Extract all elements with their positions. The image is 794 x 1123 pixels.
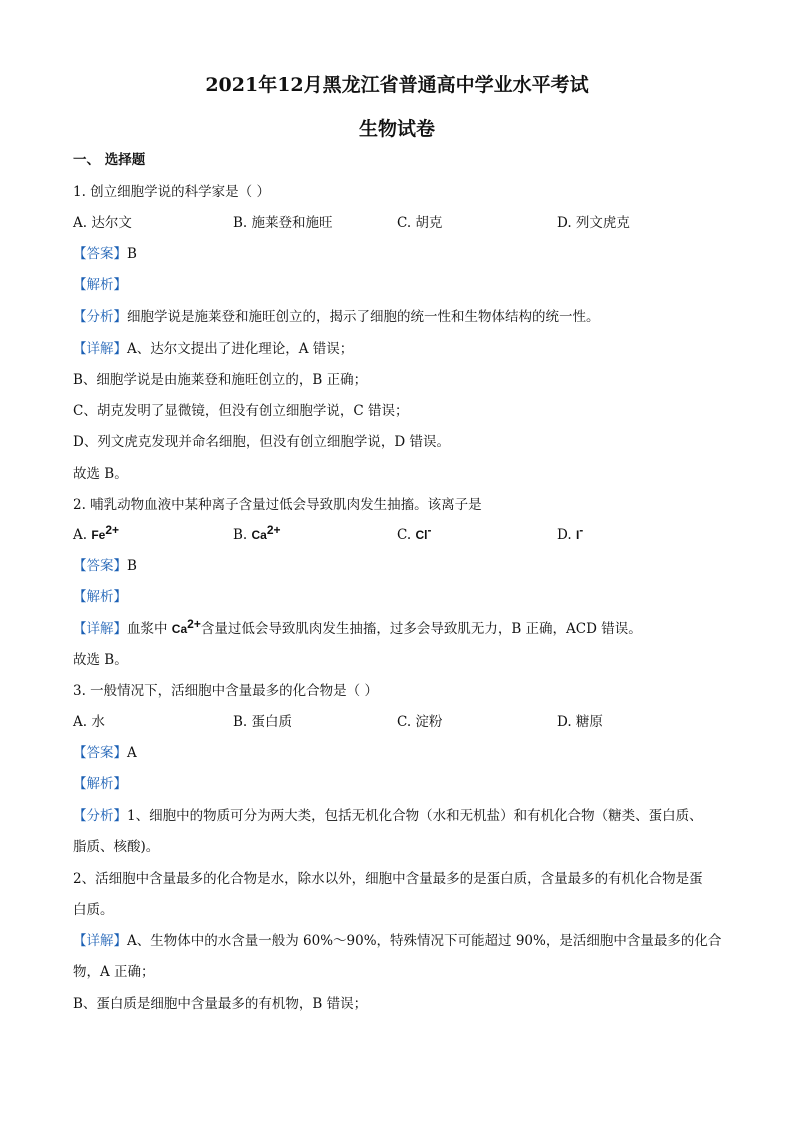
ion-symbol: Cl <box>415 528 428 542</box>
answer-value: A <box>127 745 137 761</box>
analysis-text: 1、细胞中的物质可分为两大类，包括无机化合物（水和无机盐）和有机化合物（糖类、蛋白质、 <box>127 808 703 824</box>
q3-option-a: A. 水 <box>73 714 105 730</box>
q1-answer <box>73 245 137 263</box>
option-prefix: A. <box>73 527 92 543</box>
detail-pre: 血浆中 <box>127 621 172 637</box>
ion-symbol: I <box>575 528 580 542</box>
q1-detail-line-1 <box>73 340 353 358</box>
ion-symbol: Ca <box>251 528 267 542</box>
answer-value: B <box>127 558 137 574</box>
ion-charge: - <box>427 523 432 537</box>
detail-tag: 【详解】 <box>73 341 127 357</box>
q3-analysis-line-2: 脂质、核酸)。 <box>73 839 160 855</box>
q1-conclusion: 故选 B。 <box>73 466 128 482</box>
detail-text: A、达尔文提出了进化理论，A 错误； <box>127 341 354 357</box>
ion-symbol: Fe <box>91 528 106 542</box>
q1-detail-line-4: D、列文虎克发现并命名细胞，但没有创立细胞学说，D 错误。 <box>73 434 450 450</box>
analysis-tag: 【分析】 <box>73 309 127 325</box>
q1-option-d: D. 列文虎克 <box>557 215 630 231</box>
page-subtitle: 生物试卷 <box>358 118 435 140</box>
q3-analysis-line-1 <box>73 807 703 825</box>
answer-tag: 【答案】 <box>73 558 127 574</box>
q3-analysis-line-3: 2、活细胞中含量最多的化合物是水，除水以外，细胞中含量最多的是蛋白质，含量最多的有机化合物是蛋 <box>73 871 703 887</box>
q1-option-a: A. 达尔文 <box>73 215 132 231</box>
q3-detail-line-1 <box>73 932 721 950</box>
q2-conclusion: 故选 B。 <box>73 652 128 668</box>
detail-post: 含量过低会导致肌肉发生抽搐，过多会导致肌无力，B 正确，ACD 错误。 <box>200 621 642 637</box>
q1-analysis <box>73 308 600 326</box>
q1-option-c: C. 胡克 <box>397 215 443 231</box>
detail-text: A、生物体中的水含量一般为 60%～90%，特殊情况下可能超过 90%，是活细胞中含量最多的化合 <box>127 933 722 949</box>
question-2-stem: 2. 哺乳动物血液中某种离子含量过低会导致肌肉发生抽搐。该离子是 <box>73 497 482 513</box>
option-prefix: C. <box>397 527 416 543</box>
q2-option-b <box>233 523 281 544</box>
q2-explain-tag: 【解析】 <box>73 589 127 605</box>
q3-detail-line-3: B、蛋白质是细胞中含量最多的有机物，B 错误； <box>73 996 368 1012</box>
q3-option-d: D. 糖原 <box>557 714 603 730</box>
q3-explain-tag: 【解析】 <box>73 776 127 792</box>
ion-charge: - <box>579 523 584 537</box>
ion-charge: 2+ <box>187 617 201 631</box>
q2-option-d <box>557 523 584 544</box>
q2-option-a <box>73 523 120 544</box>
q1-detail-line-2: B、细胞学说是由施莱登和施旺创立的，B 正确； <box>73 372 368 388</box>
question-1-stem: 1. 创立细胞学说的科学家是（ ） <box>73 184 270 200</box>
page-title: 2021年12月黑龙江省普通高中学业水平考试 <box>205 74 589 96</box>
ion-symbol: Ca <box>171 622 188 636</box>
option-prefix: D. <box>557 527 576 543</box>
analysis-tag: 【分析】 <box>73 808 127 824</box>
q1-detail-line-3: C、胡克发明了显微镜，但没有创立细胞学说，C 错误； <box>73 403 409 419</box>
detail-tag: 【详解】 <box>73 621 127 637</box>
q2-option-c <box>397 523 432 544</box>
q3-option-c: C. 淀粉 <box>397 714 443 730</box>
q2-answer <box>73 557 137 575</box>
q2-detail <box>73 617 642 638</box>
q3-answer <box>73 744 137 762</box>
q3-analysis-line-4: 白质。 <box>73 902 114 918</box>
answer-tag: 【答案】 <box>73 246 127 262</box>
option-prefix: B. <box>233 527 252 543</box>
answer-value: B <box>127 246 137 262</box>
q1-option-b: B. 施莱登和施旺 <box>233 215 333 231</box>
ion-charge: 2+ <box>105 523 120 537</box>
q3-option-b: B. 蛋白质 <box>233 714 293 730</box>
ion-charge: 2+ <box>266 523 281 537</box>
question-3-stem: 3. 一般情况下，活细胞中含量最多的化合物是（ ） <box>73 683 378 699</box>
q1-explain-tag: 【解析】 <box>73 277 127 293</box>
answer-tag: 【答案】 <box>73 745 127 761</box>
detail-tag: 【详解】 <box>73 933 127 949</box>
analysis-text: 细胞学说是施莱登和施旺创立的，揭示了细胞的统一性和生物体结构的统一性。 <box>127 309 600 325</box>
section-heading: 一、 选择题 <box>73 152 146 168</box>
q3-detail-line-2: 物，A 正确； <box>73 964 155 980</box>
